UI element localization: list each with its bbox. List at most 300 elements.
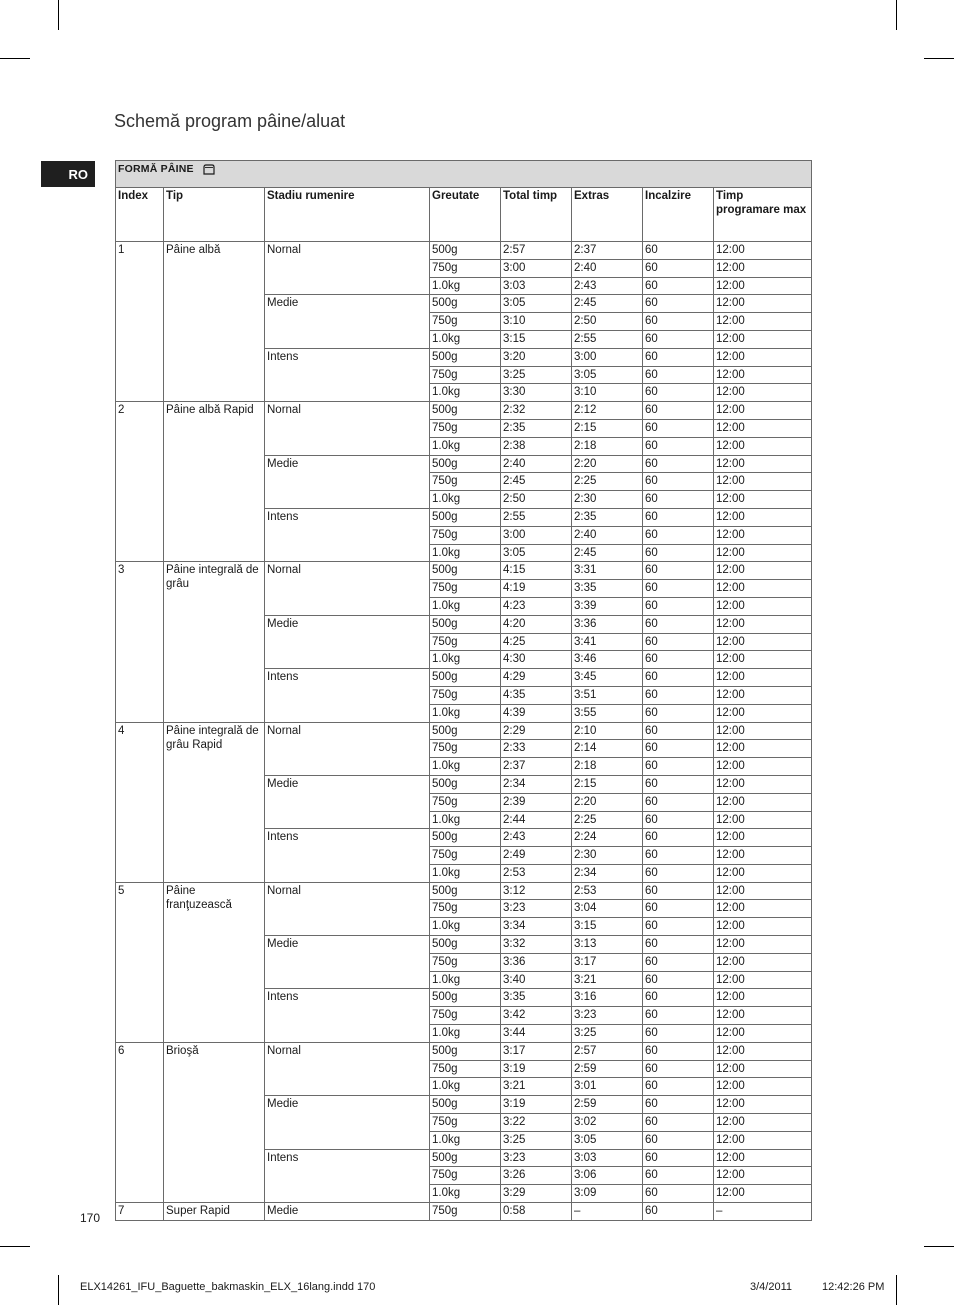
cell-extras: 2:59 — [572, 1060, 643, 1078]
cell-warming: 60 — [643, 348, 714, 366]
cell-type: Super Rapid — [164, 1203, 265, 1221]
cell-weight: 1.0kg — [430, 1025, 501, 1043]
cell-total-time: 4:39 — [501, 704, 572, 722]
cell-extras: 2:25 — [572, 811, 643, 829]
cell-extras: 2:40 — [572, 259, 643, 277]
cell-extras: 3:36 — [572, 615, 643, 633]
cell-weight: 1.0kg — [430, 1131, 501, 1149]
cell-max-delay: 12:00 — [714, 491, 812, 509]
cell-max-delay: 12:00 — [714, 384, 812, 402]
cell-browning: Medie — [265, 1096, 430, 1149]
cell-total-time: 2:34 — [501, 775, 572, 793]
cell-warming: 60 — [643, 295, 714, 313]
column-header-row — [116, 188, 812, 242]
cell-extras: – — [572, 1203, 643, 1221]
cell-weight: 1.0kg — [430, 437, 501, 455]
cell-index: 4 — [116, 722, 164, 882]
cell-weight: 1.0kg — [430, 491, 501, 509]
cell-warming: 60 — [643, 491, 714, 509]
crop-mark — [896, 1275, 897, 1305]
cell-max-delay: 12:00 — [714, 971, 812, 989]
cell-warming: 60 — [643, 277, 714, 295]
cell-weight: 750g — [430, 740, 501, 758]
cell-total-time: 2:35 — [501, 419, 572, 437]
cell-extras: 2:30 — [572, 847, 643, 865]
cell-weight: 1.0kg — [430, 918, 501, 936]
cell-total-time: 2:45 — [501, 473, 572, 491]
cell-warming: 60 — [643, 455, 714, 473]
cell-extras: 3:09 — [572, 1185, 643, 1203]
cell-weight: 750g — [430, 953, 501, 971]
cell-weight: 1.0kg — [430, 1185, 501, 1203]
cell-warming: 60 — [643, 1025, 714, 1043]
cell-total-time: 4:23 — [501, 597, 572, 615]
cell-max-delay: 12:00 — [714, 1078, 812, 1096]
cell-max-delay: 12:00 — [714, 1167, 812, 1185]
cell-browning: Medie — [265, 1203, 430, 1221]
cell-weight: 500g — [430, 989, 501, 1007]
cell-extras: 2:53 — [572, 882, 643, 900]
cell-total-time: 3:05 — [501, 544, 572, 562]
cell-max-delay: 12:00 — [714, 722, 812, 740]
program-table — [115, 160, 812, 1221]
cell-weight: 1.0kg — [430, 544, 501, 562]
cell-extras: 3:51 — [572, 686, 643, 704]
table-row — [116, 882, 812, 900]
cell-warming: 60 — [643, 1042, 714, 1060]
cell-weight: 1.0kg — [430, 651, 501, 669]
cell-warming: 60 — [643, 580, 714, 598]
cell-extras: 2:34 — [572, 864, 643, 882]
cell-total-time: 3:15 — [501, 330, 572, 348]
cell-browning: Medie — [265, 615, 430, 668]
cell-weight: 750g — [430, 526, 501, 544]
cell-index: 5 — [116, 882, 164, 1042]
cell-warming: 60 — [643, 936, 714, 954]
cell-max-delay: 12:00 — [714, 793, 812, 811]
table-row — [116, 1203, 812, 1221]
cell-extras: 2:45 — [572, 544, 643, 562]
cell-max-delay: 12:00 — [714, 775, 812, 793]
cell-max-delay: 12:00 — [714, 740, 812, 758]
cell-extras: 2:15 — [572, 419, 643, 437]
shape-header-row — [116, 161, 812, 188]
cell-weight: 500g — [430, 669, 501, 687]
column-header-type: Tip — [164, 188, 265, 242]
cell-weight: 750g — [430, 686, 501, 704]
cell-warming: 60 — [643, 989, 714, 1007]
cell-warming: 60 — [643, 1185, 714, 1203]
cell-total-time: 3:21 — [501, 1078, 572, 1096]
column-header-total-time: Total timp — [501, 188, 572, 242]
cell-extras: 2:45 — [572, 295, 643, 313]
cell-max-delay: 12:00 — [714, 402, 812, 420]
crop-mark — [924, 58, 954, 59]
page-title: Schemă program pâine/aluat — [114, 111, 346, 131]
cell-weight: 500g — [430, 402, 501, 420]
cell-max-delay: 12:00 — [714, 544, 812, 562]
cell-total-time: 2:40 — [501, 455, 572, 473]
cell-browning: Intens — [265, 348, 430, 401]
cell-weight: 1.0kg — [430, 597, 501, 615]
cell-weight: 1.0kg — [430, 330, 501, 348]
cell-max-delay: 12:00 — [714, 847, 812, 865]
cell-total-time: 2:49 — [501, 847, 572, 865]
cell-max-delay: 12:00 — [714, 936, 812, 954]
cell-warming: 60 — [643, 1078, 714, 1096]
cell-max-delay: 12:00 — [714, 1149, 812, 1167]
cell-warming: 60 — [643, 775, 714, 793]
cell-max-delay: 12:00 — [714, 348, 812, 366]
cell-total-time: 0:58 — [501, 1203, 572, 1221]
column-header-warming: Incalzire — [643, 188, 714, 242]
cell-type: Brioşă — [164, 1042, 265, 1202]
crop-mark — [0, 1246, 30, 1247]
cell-weight: 500g — [430, 295, 501, 313]
cell-total-time: 2:44 — [501, 811, 572, 829]
cell-total-time: 2:37 — [501, 758, 572, 776]
cell-warming: 60 — [643, 384, 714, 402]
cell-warming: 60 — [643, 864, 714, 882]
cell-extras: 2:20 — [572, 793, 643, 811]
cell-extras: 3:05 — [572, 366, 643, 384]
cell-weight: 750g — [430, 473, 501, 491]
cell-extras: 3:25 — [572, 1025, 643, 1043]
cell-warming: 60 — [643, 1131, 714, 1149]
cell-max-delay: 12:00 — [714, 953, 812, 971]
crop-mark — [896, 0, 897, 30]
cell-extras: 3:39 — [572, 597, 643, 615]
cell-extras: 2:24 — [572, 829, 643, 847]
cell-max-delay: 12:00 — [714, 811, 812, 829]
cell-total-time: 3:35 — [501, 989, 572, 1007]
cell-browning: Nornal — [265, 402, 430, 455]
cell-extras: 3:41 — [572, 633, 643, 651]
cell-warming: 60 — [643, 242, 714, 260]
cell-max-delay: 12:00 — [714, 615, 812, 633]
cell-browning: Intens — [265, 989, 430, 1042]
cell-max-delay: 12:00 — [714, 864, 812, 882]
footer-time: 12:42:26 PM — [822, 1281, 885, 1293]
cell-warming: 60 — [643, 526, 714, 544]
cell-extras: 3:00 — [572, 348, 643, 366]
cell-weight: 500g — [430, 1149, 501, 1167]
cell-warming: 60 — [643, 882, 714, 900]
cell-warming: 60 — [643, 1203, 714, 1221]
cell-browning: Nornal — [265, 882, 430, 935]
cell-extras: 2:55 — [572, 330, 643, 348]
cell-weight: 500g — [430, 1096, 501, 1114]
cell-total-time: 3:19 — [501, 1096, 572, 1114]
cell-warming: 60 — [643, 544, 714, 562]
cell-max-delay: 12:00 — [714, 313, 812, 331]
cell-browning: Intens — [265, 1149, 430, 1202]
cell-max-delay: 12:00 — [714, 580, 812, 598]
cell-type: Pâine integrală de grâu Rapid — [164, 722, 265, 882]
cell-weight: 500g — [430, 1042, 501, 1060]
cell-weight: 750g — [430, 419, 501, 437]
cell-warming: 60 — [643, 758, 714, 776]
cell-max-delay: 12:00 — [714, 1060, 812, 1078]
cell-extras: 2:14 — [572, 740, 643, 758]
cell-weight: 750g — [430, 580, 501, 598]
cell-warming: 60 — [643, 259, 714, 277]
cell-total-time: 2:50 — [501, 491, 572, 509]
cell-max-delay: 12:00 — [714, 1025, 812, 1043]
cell-max-delay: 12:00 — [714, 1096, 812, 1114]
cell-extras: 3:06 — [572, 1167, 643, 1185]
cell-max-delay: 12:00 — [714, 1131, 812, 1149]
cell-total-time: 3:17 — [501, 1042, 572, 1060]
cell-weight: 750g — [430, 1007, 501, 1025]
language-badge: RO — [41, 161, 95, 187]
cell-weight: 500g — [430, 455, 501, 473]
cell-warming: 60 — [643, 811, 714, 829]
cell-warming: 60 — [643, 508, 714, 526]
cell-extras: 2:59 — [572, 1096, 643, 1114]
cell-total-time: 3:12 — [501, 882, 572, 900]
cell-max-delay: 12:00 — [714, 1114, 812, 1132]
cell-total-time: 3:30 — [501, 384, 572, 402]
cell-extras: 2:18 — [572, 758, 643, 776]
cell-warming: 60 — [643, 900, 714, 918]
cell-max-delay: 12:00 — [714, 900, 812, 918]
cell-max-delay: 12:00 — [714, 669, 812, 687]
table-row — [116, 242, 812, 260]
cell-weight: 750g — [430, 313, 501, 331]
cell-total-time: 3:42 — [501, 1007, 572, 1025]
cell-total-time: 4:25 — [501, 633, 572, 651]
cell-browning: Medie — [265, 295, 430, 348]
cell-warming: 60 — [643, 704, 714, 722]
cell-max-delay: 12:00 — [714, 330, 812, 348]
cell-extras: 3:55 — [572, 704, 643, 722]
cell-total-time: 4:30 — [501, 651, 572, 669]
cell-total-time: 3:34 — [501, 918, 572, 936]
cell-total-time: 3:25 — [501, 1131, 572, 1149]
cell-index: 1 — [116, 242, 164, 402]
cell-warming: 60 — [643, 437, 714, 455]
cell-type: Pâine integrală de grâu — [164, 562, 265, 722]
cell-extras: 3:45 — [572, 669, 643, 687]
cell-max-delay: 12:00 — [714, 1042, 812, 1060]
cell-extras: 2:18 — [572, 437, 643, 455]
cell-max-delay: 12:00 — [714, 1007, 812, 1025]
cell-max-delay: 12:00 — [714, 419, 812, 437]
cell-total-time: 4:29 — [501, 669, 572, 687]
cell-extras: 2:20 — [572, 455, 643, 473]
cell-browning: Nornal — [265, 722, 430, 775]
cell-warming: 60 — [643, 1167, 714, 1185]
cell-max-delay: 12:00 — [714, 242, 812, 260]
cell-extras: 3:35 — [572, 580, 643, 598]
cell-max-delay: 12:00 — [714, 686, 812, 704]
cell-max-delay: 12:00 — [714, 259, 812, 277]
cell-total-time: 4:15 — [501, 562, 572, 580]
cell-weight: 750g — [430, 366, 501, 384]
cell-total-time: 3:44 — [501, 1025, 572, 1043]
cell-weight: 500g — [430, 775, 501, 793]
cell-browning: Nornal — [265, 562, 430, 615]
cell-warming: 60 — [643, 793, 714, 811]
cell-warming: 60 — [643, 651, 714, 669]
cell-extras: 2:40 — [572, 526, 643, 544]
cell-extras: 3:15 — [572, 918, 643, 936]
cell-max-delay: 12:00 — [714, 562, 812, 580]
cell-weight: 1.0kg — [430, 811, 501, 829]
table-row — [116, 402, 812, 420]
cell-total-time: 3:23 — [501, 1149, 572, 1167]
cell-warming: 60 — [643, 686, 714, 704]
cell-browning: Medie — [265, 936, 430, 989]
cell-warming: 60 — [643, 473, 714, 491]
cell-warming: 60 — [643, 402, 714, 420]
cell-max-delay: 12:00 — [714, 758, 812, 776]
cell-extras: 3:05 — [572, 1131, 643, 1149]
cell-total-time: 2:53 — [501, 864, 572, 882]
cell-weight: 500g — [430, 829, 501, 847]
cell-warming: 60 — [643, 597, 714, 615]
cell-total-time: 2:38 — [501, 437, 572, 455]
cell-weight: 1.0kg — [430, 971, 501, 989]
cell-total-time: 3:26 — [501, 1167, 572, 1185]
cell-warming: 60 — [643, 918, 714, 936]
cell-weight: 1.0kg — [430, 384, 501, 402]
cell-weight: 500g — [430, 722, 501, 740]
cell-index: 2 — [116, 402, 164, 562]
cell-max-delay: 12:00 — [714, 1185, 812, 1203]
cell-weight: 500g — [430, 615, 501, 633]
cell-weight: 750g — [430, 847, 501, 865]
cell-max-delay: 12:00 — [714, 651, 812, 669]
cell-warming: 60 — [643, 722, 714, 740]
cell-warming: 60 — [643, 1060, 714, 1078]
cell-index: 3 — [116, 562, 164, 722]
cell-weight: 750g — [430, 1114, 501, 1132]
column-header-browning: Stadiu rumenire — [265, 188, 430, 242]
cell-total-time: 3:10 — [501, 313, 572, 331]
cell-total-time: 2:32 — [501, 402, 572, 420]
cell-weight: 750g — [430, 900, 501, 918]
column-header-max-delay: Timp programare max — [714, 188, 812, 242]
cell-weight: 500g — [430, 508, 501, 526]
cell-total-time: 3:22 — [501, 1114, 572, 1132]
table-row — [116, 562, 812, 580]
cell-max-delay: 12:00 — [714, 526, 812, 544]
column-header-extras: Extras — [572, 188, 643, 242]
cell-max-delay: 12:00 — [714, 277, 812, 295]
cell-weight: 750g — [430, 633, 501, 651]
cell-total-time: 3:03 — [501, 277, 572, 295]
cell-weight: 1.0kg — [430, 704, 501, 722]
page-number: 170 — [80, 1211, 101, 1225]
cell-warming: 60 — [643, 1007, 714, 1025]
cell-max-delay: 12:00 — [714, 704, 812, 722]
cell-max-delay: 12:00 — [714, 597, 812, 615]
cell-browning: Medie — [265, 775, 430, 828]
footer-date: 3/4/2011 — [750, 1281, 793, 1293]
cell-warming: 60 — [643, 313, 714, 331]
cell-extras: 2:15 — [572, 775, 643, 793]
cell-extras: 3:02 — [572, 1114, 643, 1132]
cell-warming: 60 — [643, 829, 714, 847]
cell-total-time: 2:57 — [501, 242, 572, 260]
cell-extras: 2:50 — [572, 313, 643, 331]
table-row — [116, 722, 812, 740]
footer-file-name: ELX14261_IFU_Baguette_bakmaskin_ELX_16lang.indd 170 — [80, 1281, 376, 1293]
cell-extras: 2:37 — [572, 242, 643, 260]
cell-total-time: 2:29 — [501, 722, 572, 740]
cell-browning: Intens — [265, 669, 430, 722]
cell-max-delay: 12:00 — [714, 473, 812, 491]
cell-total-time: 3:40 — [501, 971, 572, 989]
cell-warming: 60 — [643, 1149, 714, 1167]
cell-extras: 2:25 — [572, 473, 643, 491]
cell-extras: 2:57 — [572, 1042, 643, 1060]
cell-weight: 1.0kg — [430, 277, 501, 295]
cell-extras: 3:31 — [572, 562, 643, 580]
cell-extras: 2:43 — [572, 277, 643, 295]
cell-max-delay: – — [714, 1203, 812, 1221]
cell-warming: 60 — [643, 1096, 714, 1114]
cell-extras: 3:16 — [572, 989, 643, 1007]
shape-label: FORMĂ PÂINE — [118, 163, 194, 175]
cell-weight: 750g — [430, 1060, 501, 1078]
cell-total-time: 3:23 — [501, 900, 572, 918]
cell-total-time: 2:43 — [501, 829, 572, 847]
cell-weight: 1.0kg — [430, 758, 501, 776]
cell-warming: 60 — [643, 953, 714, 971]
cell-extras: 2:10 — [572, 722, 643, 740]
cell-total-time: 3:19 — [501, 1060, 572, 1078]
shape-header-cell — [116, 161, 812, 188]
cell-extras: 3:13 — [572, 936, 643, 954]
cell-extras: 2:30 — [572, 491, 643, 509]
cell-max-delay: 12:00 — [714, 366, 812, 384]
crop-mark — [924, 1246, 954, 1247]
cell-warming: 60 — [643, 1114, 714, 1132]
cell-total-time: 4:19 — [501, 580, 572, 598]
cell-extras: 2:12 — [572, 402, 643, 420]
cell-total-time: 3:32 — [501, 936, 572, 954]
crop-mark — [58, 1275, 59, 1305]
cell-browning: Intens — [265, 508, 430, 561]
cell-weight: 500g — [430, 882, 501, 900]
cell-max-delay: 12:00 — [714, 295, 812, 313]
cell-total-time: 3:25 — [501, 366, 572, 384]
cell-warming: 60 — [643, 419, 714, 437]
cell-total-time: 4:35 — [501, 686, 572, 704]
cell-total-time: 3:36 — [501, 953, 572, 971]
cell-total-time: 3:00 — [501, 259, 572, 277]
cell-weight: 1.0kg — [430, 1078, 501, 1096]
table-row — [116, 1042, 812, 1060]
column-header-index: Index — [116, 188, 164, 242]
cell-browning: Nornal — [265, 242, 430, 295]
cell-warming: 60 — [643, 740, 714, 758]
cell-warming: 60 — [643, 847, 714, 865]
cell-extras: 3:01 — [572, 1078, 643, 1096]
cell-max-delay: 12:00 — [714, 633, 812, 651]
cell-max-delay: 12:00 — [714, 989, 812, 1007]
cell-type: Pâine albă — [164, 242, 265, 402]
cell-weight: 1.0kg — [430, 864, 501, 882]
cell-max-delay: 12:00 — [714, 829, 812, 847]
cell-warming: 60 — [643, 669, 714, 687]
cell-browning: Medie — [265, 455, 430, 508]
cell-max-delay: 12:00 — [714, 437, 812, 455]
cell-warming: 60 — [643, 633, 714, 651]
